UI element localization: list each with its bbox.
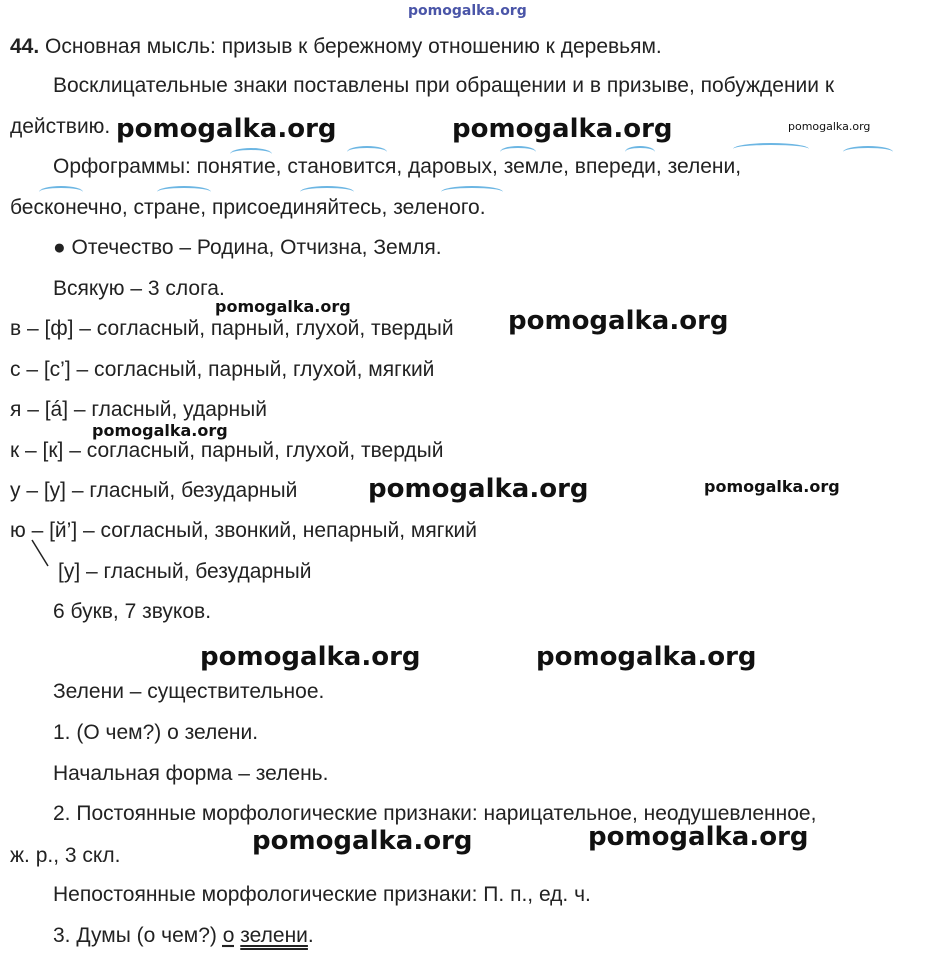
noun-line: Зелени – существительное. bbox=[53, 680, 325, 703]
branch-line bbox=[30, 538, 54, 570]
watermark: pomogalka.org bbox=[116, 114, 337, 144]
synonyms-line: ● Отечество – Родина, Отчизна, Земля. bbox=[53, 236, 442, 259]
step3-prefix: 3. Думы (о чем?) bbox=[53, 924, 223, 947]
word-underline: зелени bbox=[240, 924, 308, 947]
main-idea: Основная мысль: призыв к бережному отношению к деревьям. bbox=[45, 35, 662, 58]
phonetic-row: у – [у] – гласный, безударный bbox=[10, 479, 298, 502]
constant-features-2: ж. р., 3 скл. bbox=[10, 844, 121, 867]
step3-end: . bbox=[307, 924, 314, 947]
watermark: pomogalka.org bbox=[508, 306, 729, 336]
watermark: pomogalka.org bbox=[252, 826, 473, 856]
phonetic-row: ю – [й’] – согласный, звонкий, непарный, мягкий bbox=[10, 519, 478, 542]
syllables-line: Всякую – 3 слога. bbox=[53, 277, 225, 300]
top-watermark: pomogalka.org bbox=[408, 3, 527, 19]
preposition-underline: о bbox=[222, 924, 235, 947]
variable-features: Непостоянные морфологические признаки: П. п., ед. ч. bbox=[53, 883, 591, 906]
orthograms-line-1: Орфограммы: понятие, становится, даровых, земле, впереди, зелени, bbox=[53, 155, 742, 178]
phonetic-row: я – [á] – гласный, ударный bbox=[10, 398, 267, 421]
constant-features-1: 2. Постоянные морфологические признаки: нарицательное, неодушевленное, bbox=[53, 802, 817, 825]
watermark: pomogalka.org bbox=[200, 642, 421, 672]
phonetic-row: с – [с’] – согласный, парный, глухой, мягкий bbox=[10, 358, 435, 381]
watermark: pomogalka.org bbox=[588, 822, 809, 852]
phonetic-row: [у] – гласный, безударный bbox=[58, 560, 312, 583]
watermark: pomogalka.org bbox=[215, 297, 351, 316]
watermark: pomogalka.org bbox=[92, 421, 228, 440]
watermark: pomogalka.org bbox=[704, 477, 840, 496]
exclamation-line-1: Восклицательные знаки поставлены при обращении и в призыве, побуждении к bbox=[53, 74, 835, 97]
morph-step-3 bbox=[53, 923, 314, 949]
task-number: 44. bbox=[10, 35, 40, 58]
watermark: pomogalka.org bbox=[536, 642, 757, 672]
orthogram-arc bbox=[733, 143, 809, 155]
orthograms-line-2: бесконечно, стране, присоединяйтесь, зеленого. bbox=[10, 196, 486, 219]
task-heading bbox=[10, 34, 662, 60]
initial-form: Начальная форма – зелень. bbox=[53, 762, 329, 785]
watermark: pomogalka.org bbox=[368, 474, 589, 504]
watermark: pomogalka.org bbox=[452, 114, 673, 144]
orthogram-arc bbox=[843, 146, 893, 158]
morph-step-1: 1. (О чем?) о зелени. bbox=[53, 721, 259, 744]
exclamation-line-2: действию. bbox=[10, 115, 111, 138]
watermark: pomogalka.org bbox=[788, 120, 871, 133]
letters-sounds: 6 букв, 7 звуков. bbox=[53, 600, 212, 623]
phonetic-row: в – [ф] – согласный, парный, глухой, твердый bbox=[10, 317, 454, 340]
phonetic-row: к – [к] – согласный, парный, глухой, твердый bbox=[10, 439, 444, 462]
